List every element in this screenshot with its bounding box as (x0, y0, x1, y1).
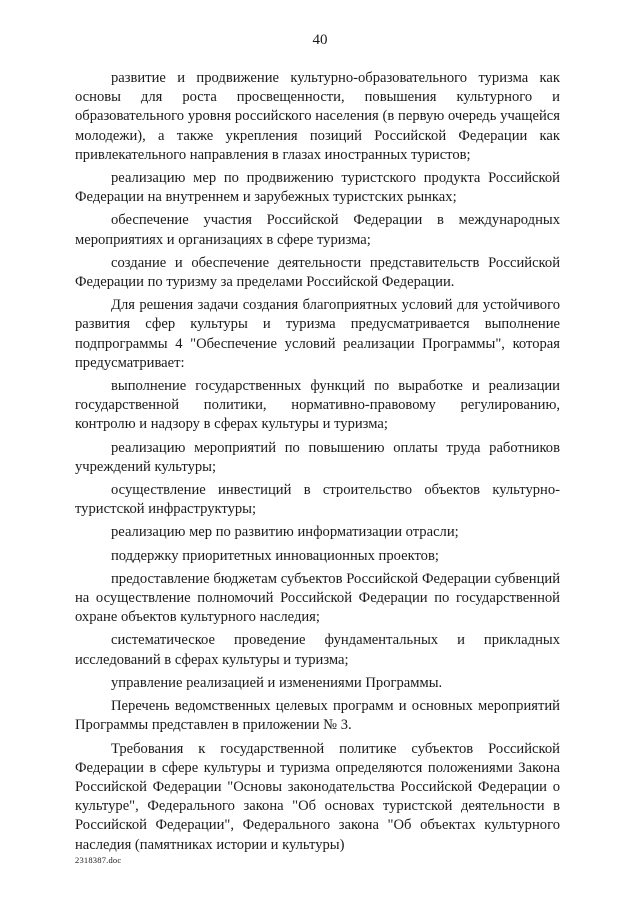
paragraph: реализацию мер по продвижению туристского продукта Российской Федерации на внутреннем и зарубежных туристских рынках; (75, 170, 560, 206)
paragraph: выполнение государственных функций по выработке и реализации государственной политики, нормативно-правовому регулированию, контролю и надзору в сферах культуры и туризма; (75, 378, 560, 433)
paragraph: Перечень ведомственных целевых программ и основных мероприятий Программы представлен в приложении № 3. (75, 698, 560, 734)
paragraph: систематическое проведение фундаментальных и прикладных исследований в сферах культуры и туризма; (75, 632, 560, 668)
paragraph: реализацию мероприятий по повышению оплаты труда работников учреждений культуры; (75, 439, 560, 475)
paragraph: Требования к государственной политике субъектов Российской Федерации в сфере культуры и туризма определяются положениями Закона Российской Федерации "Основы законодательства Российской Федерации о культуре", Федерального закона "Об основах туристской деятельности в Российской Федерации", Федерального закона "Об объектах культурного наследия (памятниках истории и культуры) (75, 740, 560, 853)
paragraph: Для решения задачи создания благоприятных условий для устойчивого развития сфер культуры и туризма предусматривается выполнение подпрограммы 4 "Обеспечение условий реализации Программы", которая предусматривает: (75, 297, 560, 371)
paragraph: поддержку приоритетных инновационных проектов; (111, 547, 439, 564)
paragraph: осуществление инвестиций в строительство объектов культурно-туристской инфраструктуры; (75, 482, 560, 518)
paragraph: управление реализацией и изменениями Программы. (111, 674, 443, 691)
paragraph: создание и обеспечение деятельности представительств Российской Федерации по туризму за пределами Российской Федерации. (75, 254, 560, 291)
paragraph: обеспечение участия Российской Федерации в международных мероприятиях и организациях в сфере туризма; (75, 212, 560, 248)
paragraph: реализацию мер по развитию информатизации отрасли; (111, 524, 459, 541)
file-name-footer: 2318387.doc (75, 855, 122, 865)
body-text (75, 69, 560, 859)
page-number: 40 (312, 32, 328, 48)
paragraph: развитие и продвижение культурно-образовательного туризма как основы для роста просвещенности, повышения культурного и образовательного уровня российского населения (в первую очередь учащейся молодежи), а также укрепления позиций Российской Федерации как привлекательного направления в глазах иностранных туристов; (75, 70, 560, 163)
paragraph: предоставление бюджетам субъектов Российской Федерации субвенций на осуществление полномочий Российской Федерации по государственной охране объектов культурного наследия; (75, 570, 560, 626)
